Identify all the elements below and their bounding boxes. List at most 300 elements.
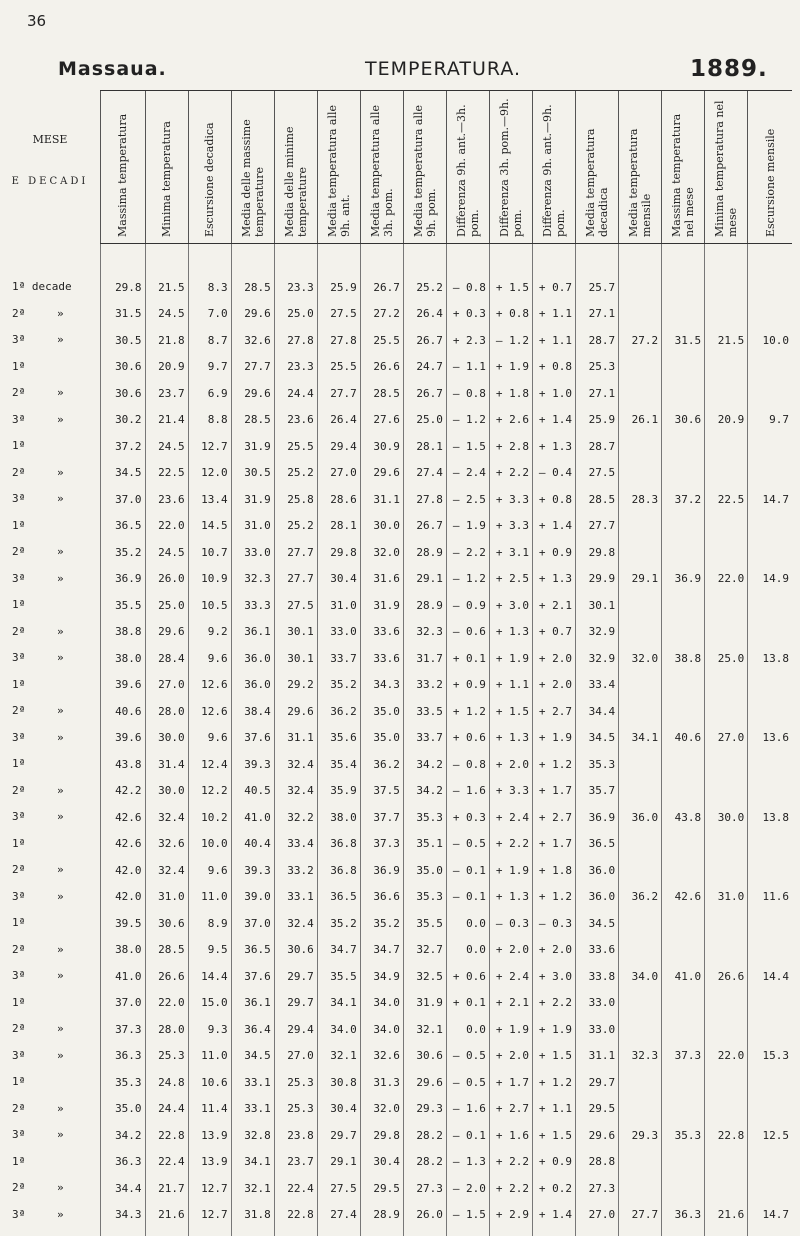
value-cell: — 2.5 <box>446 486 489 513</box>
decade-label: 1ª <box>12 592 25 618</box>
value-cell: 11.4 <box>188 1096 231 1123</box>
value-cell: 32.4 <box>145 857 188 884</box>
decade-label: 2ª <box>12 301 25 327</box>
value-cell: 27.3 <box>576 1175 619 1202</box>
value-cell: 14.4 <box>188 963 231 990</box>
table-row <box>100 460 792 487</box>
value-cell: 34.0 <box>360 1016 403 1043</box>
value-cell: 41.0 <box>100 963 145 990</box>
value-cell: + 2.2 <box>489 1175 532 1202</box>
value-cell: 34.0 <box>317 1016 360 1043</box>
value-cell: + 0.9 <box>532 539 575 566</box>
value-cell: 27.0 <box>317 460 360 487</box>
value-cell <box>705 380 748 407</box>
temperature-table-wrapper <box>100 90 792 1236</box>
value-cell: — 1.5 <box>446 1202 489 1229</box>
table-row <box>100 1122 792 1149</box>
decade-label: 2ª <box>12 1016 25 1042</box>
value-cell: 23.7 <box>274 1149 317 1176</box>
value-cell: + 1.0 <box>532 380 575 407</box>
value-cell: 42.2 <box>100 778 145 805</box>
value-cell: 31.3 <box>360 1069 403 1096</box>
month-name <box>0 619 4 645</box>
column-header-label: Differenza 9h. ant.—3h. pom. <box>455 97 481 237</box>
value-cell: + 0.8 <box>532 486 575 513</box>
value-cell: + 1.9 <box>532 1016 575 1043</box>
value-cell: 9.7 <box>188 354 231 381</box>
value-cell: + 1.1 <box>532 327 575 354</box>
value-cell: — 0.8 <box>446 274 489 301</box>
value-cell: 34.5 <box>231 1043 274 1070</box>
value-cell: 43.8 <box>662 804 705 831</box>
value-cell: 13.8 <box>748 645 792 672</box>
value-cell: 10.5 <box>188 592 231 619</box>
decade-label: 3ª <box>12 725 25 751</box>
value-cell: 25.9 <box>317 274 360 301</box>
value-cell: 37.7 <box>360 804 403 831</box>
value-cell: 35.2 <box>360 910 403 937</box>
value-cell <box>705 1149 748 1176</box>
column-header-label: Media delle massime temperature <box>240 97 266 237</box>
value-cell: 29.1 <box>403 566 446 593</box>
value-cell: + 0.1 <box>446 645 489 672</box>
value-cell: 38.0 <box>317 804 360 831</box>
table-body <box>100 244 792 1236</box>
value-cell: 24.8 <box>145 1069 188 1096</box>
value-cell: 14.7 <box>748 486 792 513</box>
value-cell: 26.0 <box>145 566 188 593</box>
value-cell: 32.4 <box>145 804 188 831</box>
value-cell: 34.2 <box>403 778 446 805</box>
value-cell <box>705 910 748 937</box>
value-cell: 29.6 <box>576 1122 619 1149</box>
value-cell: 15.0 <box>188 990 231 1017</box>
value-cell: 22.4 <box>274 1175 317 1202</box>
decade-label: 2ª <box>12 1096 25 1122</box>
value-cell <box>705 990 748 1017</box>
value-cell: 31.0 <box>317 592 360 619</box>
value-cell: — 2.0 <box>446 1175 489 1202</box>
page-number: 36 <box>27 12 46 30</box>
value-cell: + 1.9 <box>532 725 575 752</box>
value-cell: 40.6 <box>100 698 145 725</box>
column-header <box>274 91 317 244</box>
value-cell: 27.7 <box>619 1202 662 1229</box>
value-cell: 37.0 <box>231 910 274 937</box>
value-cell <box>748 460 792 487</box>
value-cell <box>748 698 792 725</box>
value-cell: 21.7 <box>145 1175 188 1202</box>
ditto-mark: » <box>57 804 64 830</box>
value-cell: 28.1 <box>403 433 446 460</box>
value-cell: 36.1 <box>231 990 274 1017</box>
value-cell: 35.5 <box>317 963 360 990</box>
value-cell: 30.6 <box>403 1043 446 1070</box>
value-cell: 35.3 <box>403 884 446 911</box>
value-cell: — 0.8 <box>446 751 489 778</box>
value-cell: 22.8 <box>274 1202 317 1229</box>
table-row <box>100 539 792 566</box>
value-cell: 34.1 <box>317 990 360 1017</box>
value-cell: 36.0 <box>619 804 662 831</box>
value-cell: 12.6 <box>188 672 231 699</box>
value-cell: 30.2 <box>100 407 145 434</box>
table-row <box>100 619 792 646</box>
value-cell: + 1.2 <box>532 1069 575 1096</box>
value-cell <box>748 301 792 328</box>
value-cell: + 1.4 <box>532 1202 575 1229</box>
value-cell: 25.0 <box>403 407 446 434</box>
value-cell: + 2.4 <box>489 963 532 990</box>
value-cell: + 2.1 <box>489 990 532 1017</box>
value-cell: 41.0 <box>662 963 705 990</box>
value-cell: 30.6 <box>662 407 705 434</box>
column-header <box>188 91 231 244</box>
value-cell: 26.7 <box>403 513 446 540</box>
value-cell: 31.1 <box>274 725 317 752</box>
value-cell: + 2.2 <box>489 831 532 858</box>
value-cell: 22.5 <box>705 486 748 513</box>
value-cell: + 1.4 <box>532 513 575 540</box>
ditto-mark: » <box>57 884 64 910</box>
value-cell: — 0.5 <box>446 1069 489 1096</box>
table-row <box>100 990 792 1017</box>
value-cell: 35.0 <box>403 857 446 884</box>
value-cell: 28.9 <box>403 592 446 619</box>
value-cell: + 2.7 <box>532 804 575 831</box>
value-cell: 36.0 <box>576 884 619 911</box>
value-cell: 29.8 <box>360 1122 403 1149</box>
value-cell: 36.9 <box>100 566 145 593</box>
value-cell: 34.4 <box>100 1175 145 1202</box>
value-cell: 42.0 <box>100 857 145 884</box>
value-cell: 32.6 <box>360 1043 403 1070</box>
value-cell: 34.3 <box>360 672 403 699</box>
value-cell: 27.6 <box>360 407 403 434</box>
value-cell: 25.3 <box>576 354 619 381</box>
value-cell <box>619 274 662 301</box>
value-cell: 25.8 <box>274 486 317 513</box>
column-header <box>576 91 619 244</box>
value-cell: 10.6 <box>188 1069 231 1096</box>
value-cell: 25.0 <box>145 592 188 619</box>
value-cell: + 3.3 <box>489 778 532 805</box>
value-cell: 30.0 <box>145 778 188 805</box>
value-cell <box>705 274 748 301</box>
value-cell: 28.3 <box>619 486 662 513</box>
value-cell: + 0.9 <box>532 1149 575 1176</box>
value-cell: — 1.3 <box>446 1149 489 1176</box>
value-cell: 27.0 <box>145 672 188 699</box>
value-cell: 29.6 <box>403 1069 446 1096</box>
value-cell: 31.5 <box>100 301 145 328</box>
value-cell: 13.9 <box>188 1122 231 1149</box>
table-row <box>100 831 792 858</box>
value-cell: + 0.8 <box>489 301 532 328</box>
decade-label: 3ª <box>12 884 25 910</box>
value-cell: 31.0 <box>145 884 188 911</box>
value-cell: 23.6 <box>145 486 188 513</box>
value-cell: 36.5 <box>100 513 145 540</box>
value-cell: — 0.8 <box>446 380 489 407</box>
value-cell: 27.2 <box>360 301 403 328</box>
value-cell: + 2.0 <box>532 645 575 672</box>
value-cell: + 2.0 <box>489 1043 532 1070</box>
value-cell: 34.4 <box>576 698 619 725</box>
month-name <box>0 1096 4 1122</box>
value-cell: 9.6 <box>188 857 231 884</box>
decade-label: 3ª <box>12 486 25 512</box>
value-cell <box>705 1096 748 1123</box>
value-cell: 32.3 <box>619 1043 662 1070</box>
value-cell: + 1.3 <box>489 619 532 646</box>
value-cell <box>705 619 748 646</box>
value-cell: 7.0 <box>188 301 231 328</box>
value-cell: 33.1 <box>231 1096 274 1123</box>
table-row <box>100 1043 792 1070</box>
value-cell: 35.3 <box>576 751 619 778</box>
value-cell: 11.6 <box>748 884 792 911</box>
value-cell: 36.8 <box>317 857 360 884</box>
value-cell: + 1.9 <box>489 857 532 884</box>
value-cell <box>619 460 662 487</box>
value-cell: 36.0 <box>231 672 274 699</box>
column-header <box>705 91 748 244</box>
value-cell: 20.9 <box>145 354 188 381</box>
ditto-mark: » <box>57 407 64 433</box>
value-cell <box>619 1016 662 1043</box>
value-cell <box>662 592 705 619</box>
value-cell: 32.9 <box>576 645 619 672</box>
value-cell: 31.1 <box>576 1043 619 1070</box>
value-cell <box>662 910 705 937</box>
value-cell <box>662 751 705 778</box>
value-cell: 36.0 <box>576 857 619 884</box>
value-cell: 26.4 <box>317 407 360 434</box>
table-row <box>100 274 792 301</box>
value-cell: + 2.5 <box>489 566 532 593</box>
value-cell <box>748 433 792 460</box>
value-cell: 11.0 <box>188 884 231 911</box>
value-cell: 26.7 <box>360 274 403 301</box>
value-cell: 21.5 <box>145 274 188 301</box>
decade-label: 2ª <box>12 778 25 804</box>
value-cell: 31.9 <box>403 990 446 1017</box>
value-cell: 32.1 <box>317 1043 360 1070</box>
value-cell: 27.4 <box>317 1202 360 1229</box>
decade-label: 2ª <box>12 460 25 486</box>
value-cell: 25.0 <box>274 301 317 328</box>
month-name <box>0 1175 4 1201</box>
value-cell <box>619 1149 662 1176</box>
value-cell: 0.0 <box>446 910 489 937</box>
value-cell: 31.4 <box>145 751 188 778</box>
year: 1889. <box>690 56 768 82</box>
value-cell: + 1.7 <box>489 1069 532 1096</box>
ditto-mark: » <box>57 566 64 592</box>
header-mese: MESE <box>0 133 100 146</box>
value-cell <box>705 301 748 328</box>
value-cell: 32.7 <box>403 937 446 964</box>
value-cell: 34.1 <box>619 725 662 752</box>
value-cell: 32.0 <box>619 645 662 672</box>
column-header-label: Media temperatura decadica <box>584 97 610 237</box>
value-cell: + 1.8 <box>489 380 532 407</box>
value-cell: 36.2 <box>619 884 662 911</box>
value-cell: 11.0 <box>188 1043 231 1070</box>
value-cell: 29.8 <box>576 539 619 566</box>
value-cell <box>705 460 748 487</box>
value-cell: 31.7 <box>403 645 446 672</box>
value-cell <box>619 301 662 328</box>
value-cell: 23.6 <box>274 407 317 434</box>
value-cell: 36.3 <box>662 1202 705 1229</box>
value-cell <box>748 274 792 301</box>
table-row <box>100 592 792 619</box>
value-cell: 21.6 <box>145 1202 188 1229</box>
value-cell: + 2.0 <box>489 751 532 778</box>
value-cell: 27.7 <box>576 513 619 540</box>
value-cell: 32.5 <box>403 963 446 990</box>
value-cell: 30.6 <box>145 910 188 937</box>
value-cell: 29.5 <box>360 1175 403 1202</box>
value-cell: 30.5 <box>100 327 145 354</box>
value-cell <box>748 831 792 858</box>
value-cell: — 1.2 <box>489 327 532 354</box>
value-cell <box>705 354 748 381</box>
table-row <box>100 1096 792 1123</box>
value-cell: 34.7 <box>360 937 403 964</box>
value-cell: 37.3 <box>662 1043 705 1070</box>
value-cell: 10.0 <box>748 327 792 354</box>
table-row <box>100 751 792 778</box>
value-cell: 26.1 <box>619 407 662 434</box>
value-cell: 23.3 <box>274 354 317 381</box>
value-cell: 28.7 <box>576 327 619 354</box>
column-header-label: Massima temperatura nel mese <box>670 97 696 237</box>
value-cell: 23.3 <box>274 274 317 301</box>
value-cell: 35.0 <box>360 725 403 752</box>
value-cell: 28.6 <box>317 486 360 513</box>
value-cell: 26.7 <box>403 327 446 354</box>
value-cell: 37.0 <box>100 990 145 1017</box>
value-cell <box>705 1016 748 1043</box>
value-cell: 35.2 <box>317 672 360 699</box>
decade-label: 1ª <box>12 1069 25 1095</box>
value-cell: 10.9 <box>188 566 231 593</box>
value-cell: — 2.4 <box>446 460 489 487</box>
decade-label: 2ª <box>12 619 25 645</box>
value-cell: + 0.3 <box>446 804 489 831</box>
value-cell: 10.7 <box>188 539 231 566</box>
value-cell: 35.7 <box>576 778 619 805</box>
decade-label: 1ª <box>12 433 25 459</box>
value-cell: 24.7 <box>403 354 446 381</box>
table-row <box>100 778 792 805</box>
column-header-label: Differenza 3h. pom.—9h. pom. <box>498 97 524 237</box>
value-cell: 30.0 <box>360 513 403 540</box>
value-cell: 32.3 <box>403 619 446 646</box>
value-cell: 30.6 <box>274 937 317 964</box>
value-cell: 25.5 <box>317 354 360 381</box>
value-cell: — 0.6 <box>446 619 489 646</box>
value-cell: 12.7 <box>188 1175 231 1202</box>
decade-label: 3ª <box>12 963 25 989</box>
value-cell: 21.8 <box>145 327 188 354</box>
table-row <box>100 301 792 328</box>
value-cell <box>705 672 748 699</box>
decade-label: 1ª <box>12 672 25 698</box>
value-cell: + 2.0 <box>532 672 575 699</box>
value-cell: 12.5 <box>748 1122 792 1149</box>
value-cell: 32.1 <box>231 1175 274 1202</box>
value-cell: 25.7 <box>576 274 619 301</box>
decade-label: 1ª <box>12 751 25 777</box>
decade-label: 3ª <box>12 645 25 671</box>
value-cell: 30.5 <box>231 460 274 487</box>
decade-label: 2ª <box>12 937 25 963</box>
value-cell <box>748 354 792 381</box>
decade-label: 1ª <box>12 513 25 539</box>
value-cell: 35.9 <box>317 778 360 805</box>
value-cell: 25.0 <box>705 645 748 672</box>
value-cell: 31.9 <box>231 433 274 460</box>
value-cell: 38.8 <box>100 619 145 646</box>
value-cell <box>619 1069 662 1096</box>
value-cell: 30.0 <box>705 804 748 831</box>
value-cell: 28.5 <box>576 486 619 513</box>
value-cell: 27.5 <box>317 301 360 328</box>
value-cell: 14.7 <box>748 1202 792 1229</box>
value-cell: 22.0 <box>705 566 748 593</box>
value-cell: 36.1 <box>231 619 274 646</box>
value-cell <box>662 857 705 884</box>
value-cell: 36.4 <box>231 1016 274 1043</box>
value-cell: 26.4 <box>403 301 446 328</box>
column-header <box>100 91 145 244</box>
ditto-mark: » <box>57 778 64 804</box>
column-header <box>317 91 360 244</box>
table-row <box>100 645 792 672</box>
value-cell: + 3.1 <box>489 539 532 566</box>
month-name <box>0 460 4 486</box>
value-cell: 29.2 <box>274 672 317 699</box>
value-cell: 37.2 <box>662 486 705 513</box>
value-cell: 34.5 <box>576 725 619 752</box>
value-cell <box>748 937 792 964</box>
decade-label: 1ª decade <box>12 274 72 300</box>
value-cell: 34.1 <box>231 1149 274 1176</box>
value-cell <box>748 751 792 778</box>
value-cell: 35.3 <box>662 1122 705 1149</box>
value-cell <box>662 1069 705 1096</box>
value-cell: 29.7 <box>274 963 317 990</box>
value-cell: 13.8 <box>748 804 792 831</box>
value-cell: 12.7 <box>188 433 231 460</box>
value-cell: 27.0 <box>274 1043 317 1070</box>
value-cell: 40.5 <box>231 778 274 805</box>
value-cell: 27.8 <box>274 327 317 354</box>
value-cell <box>619 354 662 381</box>
value-cell: + 0.2 <box>532 1175 575 1202</box>
value-cell: + 1.5 <box>489 274 532 301</box>
value-cell: 20.9 <box>705 407 748 434</box>
value-cell: 37.3 <box>360 831 403 858</box>
value-cell: 39.5 <box>100 910 145 937</box>
value-cell: 37.6 <box>231 963 274 990</box>
value-cell: 14.5 <box>188 513 231 540</box>
value-cell <box>619 910 662 937</box>
